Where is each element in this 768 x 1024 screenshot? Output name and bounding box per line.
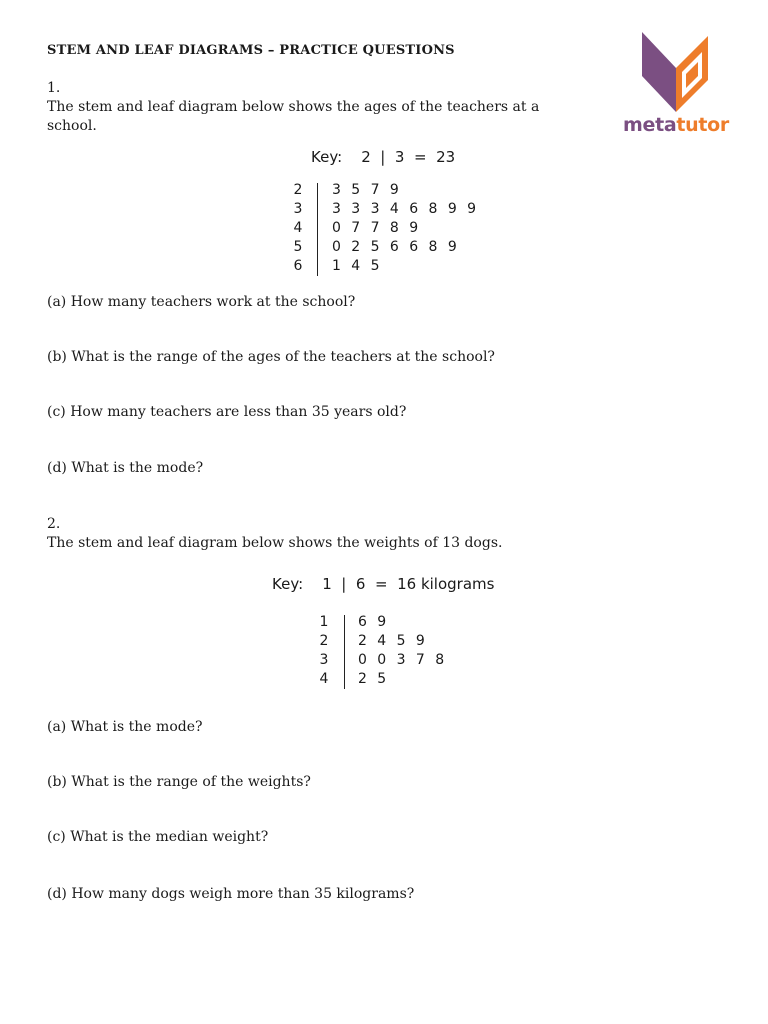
question-1-stem-leaf-diagram — [292, 181, 512, 277]
question-1-part-b: (b) What is the range of the ages of the teachers at the school? — [47, 349, 495, 365]
q1-diagram-stem: 3 — [293, 201, 303, 217]
q1-diagram-leaves: 0 7 7 8 9 — [332, 220, 419, 236]
question-1-part-c: (c) How many teachers are less than 35 years old? — [47, 404, 407, 420]
question-1-key: Key: 2 | 3 = 23 — [311, 148, 456, 166]
question-2-key: Key: 1 | 6 = 16 kilograms — [272, 575, 495, 593]
question-1-intro: The stem and leaf diagram below shows the ages of the teachers at a school. — [47, 99, 540, 134]
q1-diagram-stem: 5 — [293, 239, 303, 255]
metatutor-logo — [616, 30, 736, 140]
question-1-part-d: (d) What is the mode? — [47, 460, 204, 476]
q1-diagram-leaves: 3 5 7 9 — [332, 182, 400, 198]
q1-diagram-stem: 4 — [293, 220, 303, 236]
question-2-number: 2. — [47, 516, 61, 532]
q2-diagram-leaves: 2 5 — [358, 671, 387, 687]
q2-diagram-stem: 2 — [319, 633, 329, 649]
question-2-stem-leaf-diagram — [318, 613, 518, 691]
question-2-part-d: (d) How many dogs weigh more than 35 kilograms? — [47, 886, 415, 902]
q1-diagram-divider — [317, 183, 318, 276]
q1-diagram-stem: 6 — [293, 258, 303, 274]
q2-diagram-leaves: 2 4 5 9 — [358, 633, 426, 649]
q2-diagram-stem: 3 — [319, 652, 329, 668]
logo-shield-icon — [616, 30, 736, 114]
logo-wordmark — [616, 114, 736, 136]
logo-text-tutor: tutor — [676, 114, 729, 136]
q1-diagram-leaves: 0 2 5 6 6 8 9 — [332, 239, 458, 255]
q1-diagram-leaves: 1 4 5 — [332, 258, 381, 274]
q2-diagram-divider — [344, 615, 345, 689]
logo-text-meta: meta — [622, 114, 677, 136]
q1-diagram-stem: 2 — [293, 182, 303, 198]
question-2-part-a: (a) What is the mode? — [47, 719, 203, 735]
question-2-part-b: (b) What is the range of the weights? — [47, 774, 311, 790]
document-title: STEM AND LEAF DIAGRAMS – PRACTICE QUESTIONS — [47, 43, 455, 58]
question-1-number: 1. — [47, 80, 61, 96]
q1-diagram-leaves: 3 3 3 4 6 8 9 9 — [332, 201, 477, 217]
question-2-part-c: (c) What is the median weight? — [47, 829, 269, 845]
q2-diagram-leaves: 6 9 — [358, 614, 387, 630]
q2-diagram-stem: 1 — [319, 614, 329, 630]
q2-diagram-leaves: 0 0 3 7 8 — [358, 652, 445, 668]
question-2-intro: The stem and leaf diagram below shows the weights of 13 dogs. — [47, 535, 503, 551]
question-1-part-a: (a) How many teachers work at the school? — [47, 294, 356, 310]
q2-diagram-stem: 4 — [319, 671, 329, 687]
